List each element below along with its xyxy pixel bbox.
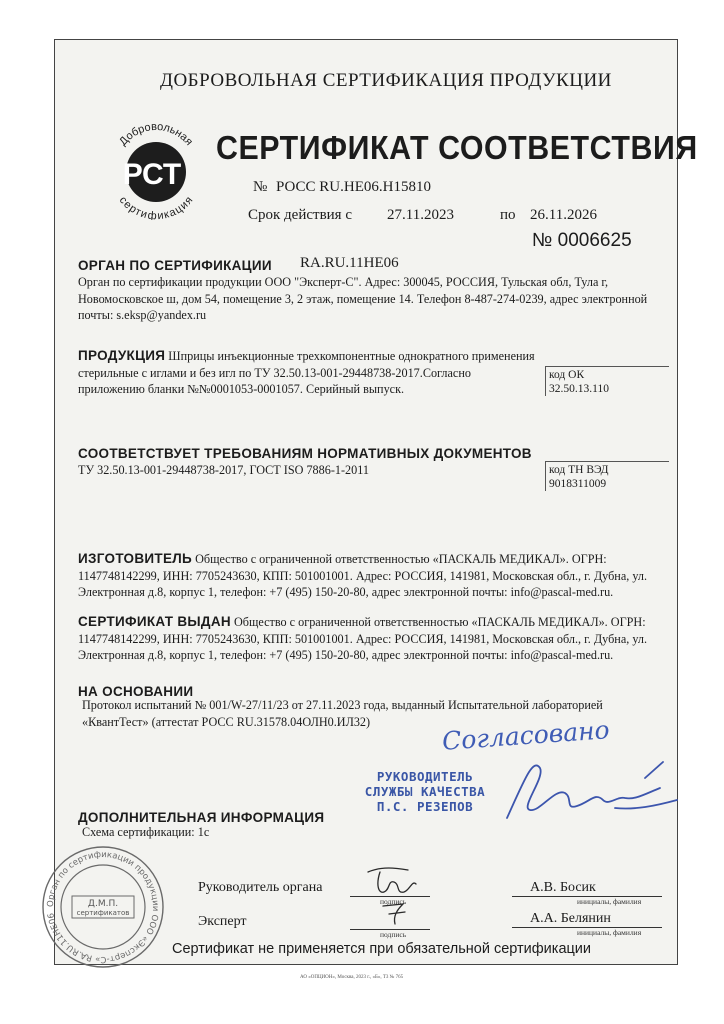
logo-text-bottom: сертификация [116, 194, 196, 220]
additional-info-text: Схема сертификации: 1с [82, 825, 210, 839]
valid-from-date: 27.11.2023 [387, 207, 454, 223]
round-stamp-ring-text: Орган по сертификации продукции ООО «Эксперт-С» RA.RU.11HE06 [45, 849, 161, 965]
okpd-code-label: код ОК [549, 369, 585, 381]
round-stamp [38, 842, 168, 972]
conformity-text: ТУ 32.50.13-001-29448738-2017, ГОСТ ISO 7886-1-2011 [78, 463, 369, 477]
tnved-code-value: 9018311009 [549, 478, 607, 490]
round-stamp-seal [38, 842, 168, 972]
stamp-line-2: СЛУЖБЫ КАЧЕСТВА [364, 784, 486, 799]
voluntary-certification-heading: ДОБРОВОЛЬНАЯ СЕРТИФИКАЦИЯ ПРОДУКЦИИ [160, 70, 612, 91]
expert-signature [375, 898, 415, 928]
signature-scribble-blue [495, 748, 685, 833]
issued-to-block [78, 614, 662, 664]
okpd-code-value: 32.50.13.110 [549, 383, 609, 395]
conformity-heading: СООТВЕТСТВУЕТ ТРЕБОВАНИЯМ НОРМАТИВНЫХ ДОКУМЕНТОВ [78, 446, 532, 461]
head-name-caption: инициалы, фамилия [577, 897, 642, 906]
rst-logo [100, 108, 212, 220]
stamp-line-3: П.С. РЕЗЕПОВ [376, 799, 474, 814]
validity-label: Срок действия с [248, 207, 352, 223]
certificate-title: СЕРТИФИКАТ СООТВЕТСТВИЯ [216, 129, 698, 166]
head-of-body-name: А.В. Босик [530, 880, 596, 895]
manufacturer-heading: ИЗГОТОВИТЕЛЬ [78, 551, 193, 566]
printer-imprint: АО «ОПЦИОН», Москва, 2023 г., «Б», Т3 № 765 [300, 975, 404, 980]
basis-text: Протокол испытаний № 001/W-27/11/23 от 27.11.2023 года, выданный Испытательной лабораторией «КвантТест» (аттестат РОСС RU.31578.04ОЛН0.ИЛ32) [82, 698, 603, 729]
quality-head-stamp [360, 769, 490, 814]
blank-number: № 0006625 [532, 230, 632, 251]
logo-mark-text: РСТ [122, 158, 182, 191]
rst-logo-mark [100, 108, 212, 220]
certificate-number: РОСС RU.HE06.H15810 [276, 179, 431, 195]
handwritten-agreed: Согласовано [441, 715, 611, 756]
product-text: Шприцы инъекционные трехкомпонентные однократного применения стерильные с иглами и без игл по ТУ 32.50.13-001-29448738-2017.Согласно приложению бланки №№0001053-0001057. Серийный выпуск. [78, 349, 535, 396]
additional-info-heading: ДОПОЛНИТЕЛЬНАЯ ИНФОРМАЦИЯ [78, 810, 325, 825]
footer-note: Сертификат не применяется при обязательной сертификации [172, 941, 592, 957]
expert-name: А.А. Белянин [530, 911, 611, 926]
manufacturer-block [78, 551, 662, 601]
issued-to-heading: СЕРТИФИКАТ ВЫДАН [78, 614, 231, 629]
expert-label: Эксперт [198, 914, 247, 929]
expert-name-caption: инициалы, фамилия [577, 928, 642, 937]
round-stamp-center: Д.М.П. [87, 899, 119, 909]
tnved-code-box [545, 461, 669, 491]
quality-head-signature [495, 748, 685, 833]
cert-body-heading: ОРГАН ПО СЕРТИФИКАЦИИ [78, 258, 272, 273]
round-stamp-center2: сертификатов [76, 909, 130, 917]
head-of-body-label: Руководитель органа [198, 880, 323, 895]
cert-body-text: Орган по сертификации продукции ООО "Эксперт-С". Адрес: 300045, РОССИЯ, Тульская обл, Тула г, Новомосковское ш, дом 54, помещение 3, 2 этаж, помещение 14. Телефон 8-487-274-0239, адрес электронной почты: s.eksp@yandex.ru [78, 275, 648, 322]
issued-to-text: Общество с ограниченной ответственностью «ПАСКАЛЬ МЕДИКАЛ». ОГРН: 1147748142299, ИНН: 7705243630, КПП: 501001001. Адрес: РОССИЯ, 141981, Московская обл., г. Дубна, ул. Электронная д.8, корпус 1, телефон: +7 (495) 150-20-80, адрес электронной почты: info@pascal-med.ru. [78, 615, 648, 662]
basis-heading: НА ОСНОВАНИИ [78, 684, 194, 699]
logo-text-top: Добровольная [117, 120, 195, 148]
product-block [78, 348, 538, 398]
signature-scribble-expert [375, 898, 415, 928]
okpd-code-box [545, 366, 669, 396]
valid-to-date: 26.11.2026 [530, 207, 597, 223]
tnved-code-label: код ТН ВЭД [549, 464, 609, 476]
head-signature-caption: подпись [380, 897, 407, 906]
number-label: № [253, 179, 268, 195]
manufacturer-text: Общество с ограниченной ответственностью «ПАСКАЛЬ МЕДИКАЛ». ОГРН: 1147748142299, ИНН: 7705243630, КПП: 501001001. Адрес: РОССИЯ, 141981, Московская обл., г. Дубна, ул. Электронная д.8, корпус 1, телефон: +7 (495) 150-20-80, адрес электронной почты: info@pascal-med.ru. [78, 552, 648, 599]
stamp-line-1: РУКОВОДИТЕЛЬ [376, 769, 474, 784]
product-heading: ПРОДУКЦИЯ [78, 348, 166, 363]
valid-to-label: по [500, 207, 516, 223]
expert-signature-caption: подпись [380, 930, 407, 939]
cert-body-code: RA.RU.11HE06 [300, 255, 399, 271]
